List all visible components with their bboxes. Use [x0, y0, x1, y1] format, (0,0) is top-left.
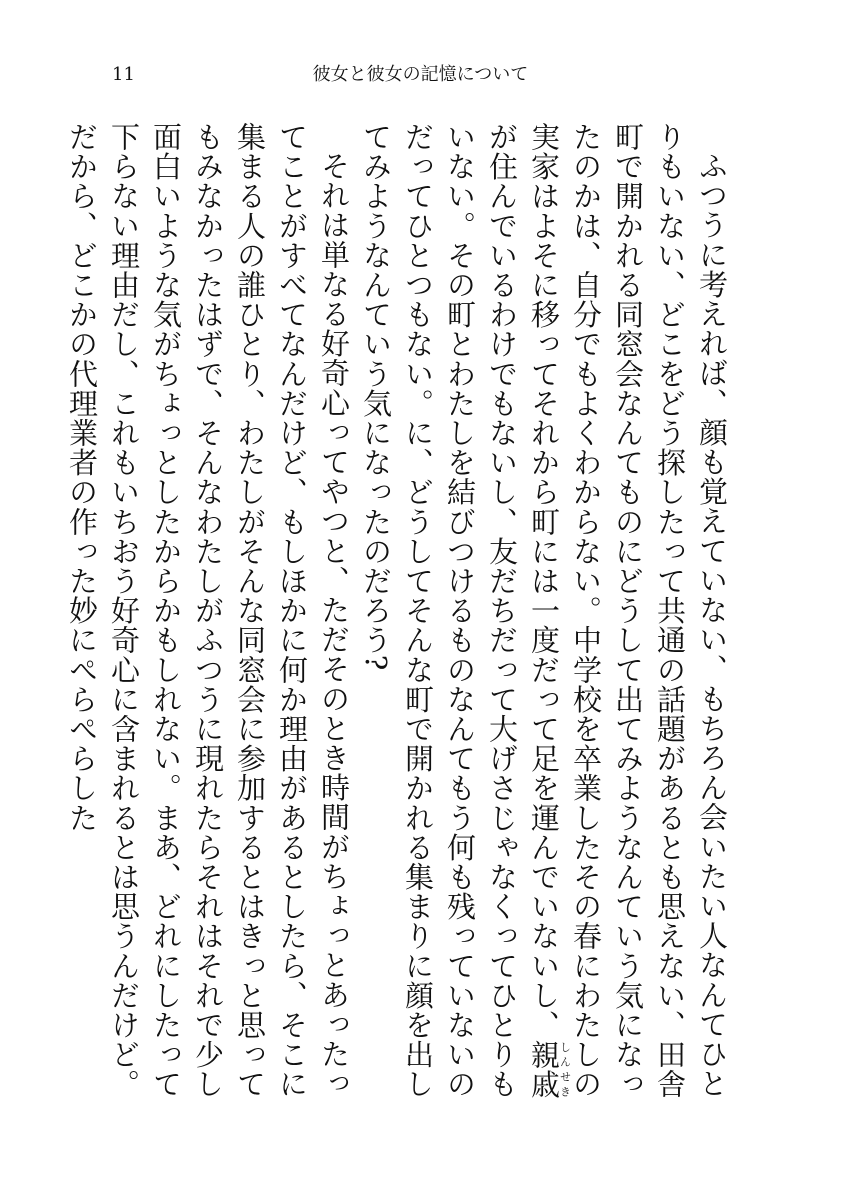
- page-number: 11: [112, 64, 135, 85]
- paragraph-1-part-3: に、どうしてそんな町で開かれる集まりに顔を出してみようなんていう気になったのだろう?: [359, 122, 435, 1099]
- ruby-reading: しんせき: [558, 1039, 572, 1099]
- body-text: [61, 122, 733, 1112]
- running-header: 彼女と彼女の記憶について: [312, 64, 529, 85]
- paragraph-1: [355, 122, 733, 1112]
- paragraph-1-part-1: ふつうに考えれば、顔も覚えていない、もちろん会いたい人なんてひとりもいない、どこをどう探したって共通の話題があるとも思えない、田舎町で開かれる同窓会なんてものにどうして出てみようなんていう気になったのかは、自分でもよくわからない。中学校を卒業したその春にわたしの実家はよそに移ってそれから町には一度だって足を運んでいないし、: [527, 122, 729, 1099]
- paragraph-1-part-2: が住んでいるわけでもないし、友だちだって大げさじゃなくってひとりもいない。その町とわたしを結びつけるものなんてもう何も残っていないのだってひとつもない。: [401, 122, 519, 1099]
- ruby-word-shinseki: [527, 1039, 572, 1099]
- paragraph-2: それは単なる好奇心ってやつと、ただそのとき時間がちょっとあったってことがすべてなんだけど、もしほかに何か理由があるとしたら、そこに集まる人の誰ひとり、わたしがそんな同窓会に参加するとはきっと思ってもみなかったはずで、そんなわたしがふつうに現れたらそれはそれで少し面白いような気がちょっとしたからかもしれない。まあ、どれにしたって下らない理由だし、これもいちおう好奇心に含まれるとは思うんだけど。だから、どこかの代理業者の作った妙にぺらぺらした: [65, 122, 351, 1099]
- ruby-base: 親戚: [527, 1039, 561, 1099]
